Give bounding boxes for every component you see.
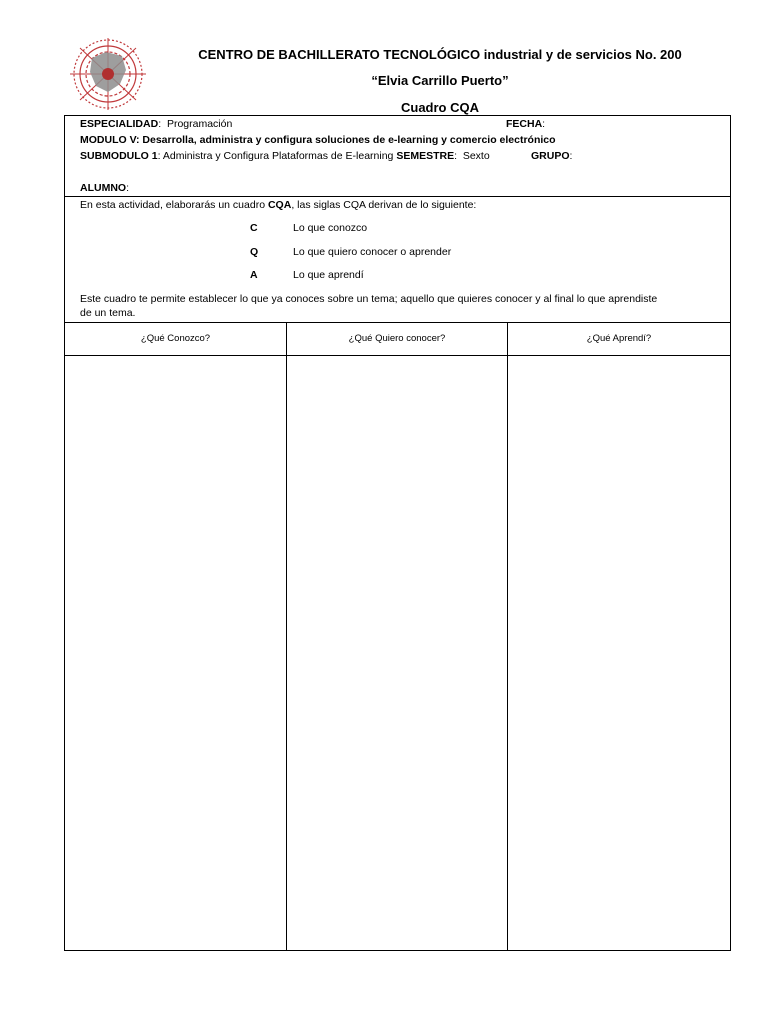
especialidad-row: ESPECIALIDAD: Programación	[80, 118, 233, 130]
grupo-label: GRUPO	[531, 150, 570, 162]
column-header-aprendi: ¿Qué Aprendí?	[586, 333, 652, 344]
especialidad-value: Programación	[166, 118, 233, 130]
item-letter-q: Q	[250, 246, 259, 258]
submodulo-value: Administra y Configura Plataformas de E-learning	[162, 150, 394, 162]
item-text-c: Lo que conozco	[293, 222, 368, 234]
fecha-label: FECHA	[506, 118, 543, 130]
intro-text-end: , las siglas CQA derivan de lo siguiente:	[291, 199, 477, 211]
school-subtitle: “Elvia Carrillo Puerto”	[371, 73, 509, 88]
activity-description-box	[64, 196, 731, 323]
item-text-q: Lo que quiero conocer o aprender	[293, 246, 452, 258]
submodulo-label: SUBMODULO 1	[80, 150, 158, 162]
student-info-box	[64, 115, 731, 197]
school-seal-logo	[66, 36, 150, 112]
closing-line-1: Este cuadro te permite establecer lo que ya conoces sobre un tema; aquello que quieres conocer y al final lo que aprendiste	[80, 293, 658, 305]
column-header-conozco: ¿Qué Conozco?	[140, 333, 211, 344]
alumno-label: ALUMNO	[80, 182, 127, 194]
item-letter-c: C	[250, 222, 258, 234]
column-header-quiero-conocer: ¿Qué Quiero conocer?	[348, 333, 446, 344]
intro-text: En esta actividad, elaborarás un cuadro	[80, 199, 266, 211]
activity-intro	[80, 199, 476, 211]
cell-aprendi[interactable]	[508, 356, 730, 950]
alumno-field[interactable]: ALUMNO:	[80, 182, 129, 194]
cqa-table	[64, 322, 731, 951]
semestre-label: SEMESTRE	[396, 150, 455, 162]
grupo-field[interactable]: GRUPO:	[531, 150, 573, 162]
cell-quiero-conocer[interactable]	[287, 356, 507, 950]
closing-line-2: de un tema.	[80, 307, 136, 319]
document-title: Cuadro CQA	[401, 100, 479, 115]
submodulo-row: SUBMODULO 1: Administra y Configura Plataformas de E-learning SEMESTRE: Sexto	[80, 150, 490, 162]
intro-cqa: CQA	[267, 199, 292, 211]
cell-conozco[interactable]	[65, 356, 286, 950]
item-letter-a: A	[250, 269, 258, 281]
school-name: CENTRO DE BACHILLERATO TECNOLÓGICO industrial y de servicios No. 200	[198, 47, 682, 62]
fecha-field[interactable]: FECHA:	[506, 118, 546, 130]
item-text-a: Lo que aprendí	[293, 269, 364, 281]
especialidad-label: ESPECIALIDAD	[80, 118, 159, 130]
modulo-text: MODULO V: Desarrolla, administra y configura soluciones de e-learning y comercio electrónico	[80, 134, 556, 146]
semestre-value: Sexto	[462, 150, 490, 162]
